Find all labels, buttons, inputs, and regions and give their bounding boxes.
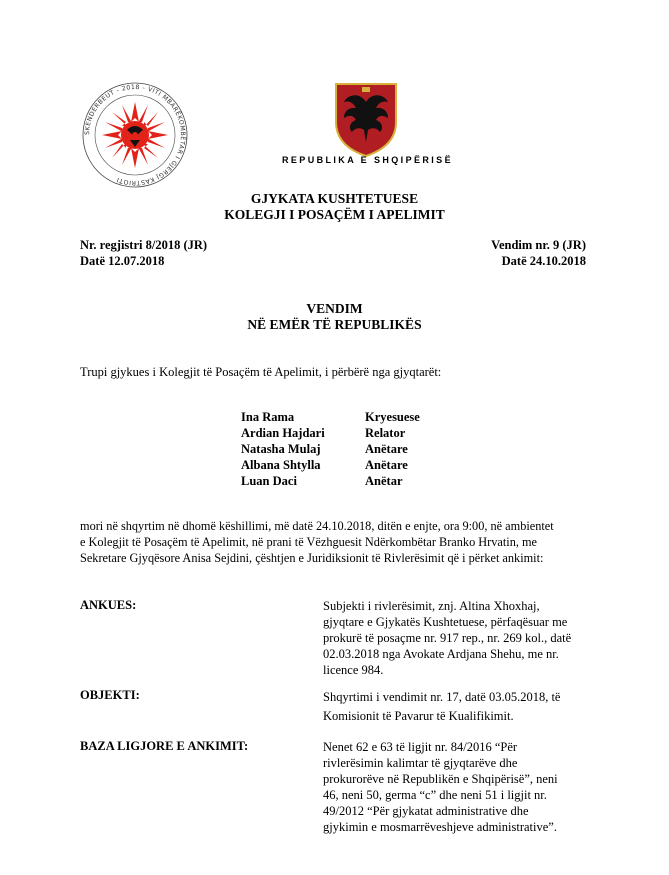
judge-name: Ardian Hajdari bbox=[241, 426, 325, 440]
decision-number: Vendim nr. 9 (JR) bbox=[491, 238, 586, 252]
ankues-content bbox=[323, 598, 591, 678]
judge-role: Anëtare bbox=[365, 442, 408, 456]
objekti-content bbox=[323, 688, 591, 726]
judge-name: Luan Daci bbox=[241, 474, 297, 488]
baza-line: 46, neni 50, germa “c” dhe neni 51 i ligjit nr. bbox=[323, 788, 547, 802]
baza-line: gjykimin e mosmarrëveshjeve administrative”. bbox=[323, 820, 557, 834]
baza-line: 49/2012 “Për gjykatat administrative dhe bbox=[323, 804, 529, 818]
baza-line: Nenet 62 e 63 të ligjit nr. 84/2016 “Për bbox=[323, 740, 518, 754]
judge-name: Albana Shtylla bbox=[241, 458, 321, 472]
title-republic: NË EMËR TË REPUBLIKËS bbox=[247, 317, 422, 332]
case-reference-right bbox=[491, 237, 586, 269]
intro-text: Trupi gjykues i Kolegjit të Posaçëm të Apelimit, i përbërë nga gjyqtarët: bbox=[80, 365, 442, 379]
seal-ring-text: SKENDERBEUT - 2018 - VITI MBARËKOMBËTAR I GJERGJ KASTRIOTI bbox=[83, 83, 187, 187]
ankues-line: gjyqtare e Gjykatës Kushtetuese, përfaqësuar me bbox=[323, 615, 568, 629]
label-objekti: OBJEKTI: bbox=[80, 688, 140, 702]
title-vendim: VENDIM bbox=[306, 301, 363, 316]
session-line: Sekretare Gjyqësore Anisa Sejdini, çështjen e Juridiksionit të Rivlerësimit që i përket ankimit: bbox=[80, 551, 544, 565]
session-paragraph bbox=[80, 518, 592, 566]
baza-line: prokurorëve në Republikën e Shqipërisë”, neni bbox=[323, 772, 558, 786]
registry-date: Datë 12.07.2018 bbox=[80, 254, 165, 268]
judge-role: Anëtar bbox=[365, 474, 403, 488]
registry-number: Nr. regjistri 8/2018 (JR) bbox=[80, 238, 208, 252]
ankues-line: licence 984. bbox=[323, 663, 384, 677]
judge-name: Ina Rama bbox=[241, 410, 295, 424]
session-line: e Kolegjit të Posaçëm të Apelimit, në prani të Vëzhguesit Ndërkombëtar Branko Hrvatin, me bbox=[80, 535, 538, 549]
decision-date: Datë 24.10.2018 bbox=[501, 254, 586, 268]
court-name: GJYKATA KUSHTETUESE bbox=[250, 191, 419, 206]
judge-role: Anëtare bbox=[365, 458, 408, 472]
session-line: mori në shqyrtim në dhomë këshillimi, më datë 24.10.2018, ditën e enjte, ora 9:00, në ambientet bbox=[80, 519, 554, 533]
baza-line: rivlerësimin kalimtar të gjyqtarëve dhe bbox=[323, 756, 518, 770]
anniversary-seal bbox=[80, 80, 190, 190]
albania-coat-of-arms bbox=[332, 80, 400, 160]
case-reference-left bbox=[80, 237, 207, 269]
label-baza-ligjore: BAZA LIGJORE E ANKIMIT: bbox=[80, 739, 249, 753]
objekti-line: Komisionit të Pavarur të Kualifikimit. bbox=[323, 709, 514, 723]
college-name: KOLEGJI I POSAÇËM I APELIMIT bbox=[224, 207, 445, 222]
ankues-line: Subjekti i rivlerësimit, znj. Altina Xhoxhaj, bbox=[323, 599, 540, 613]
court-heading bbox=[0, 191, 669, 223]
judge-name: Natasha Mulaj bbox=[241, 442, 321, 456]
ankues-line: 02.03.2018 nga Avokate Ardjana Shehu, me nr. bbox=[323, 647, 559, 661]
ankues-line: prokurë të posaçme nr. 917 rep., nr. 269 kol., datë bbox=[323, 631, 572, 645]
baza-content bbox=[323, 739, 591, 835]
objekti-line: Shqyrtimi i vendimit nr. 17, datë 03.05.2018, të bbox=[323, 690, 561, 704]
document-title bbox=[0, 301, 669, 333]
judge-role: Relator bbox=[365, 426, 406, 440]
judge-role: Kryesuese bbox=[365, 410, 420, 424]
emblem-caption: REPUBLIKA E SHQIPËRISË bbox=[282, 155, 453, 165]
label-ankues: ANKUES: bbox=[80, 598, 137, 612]
